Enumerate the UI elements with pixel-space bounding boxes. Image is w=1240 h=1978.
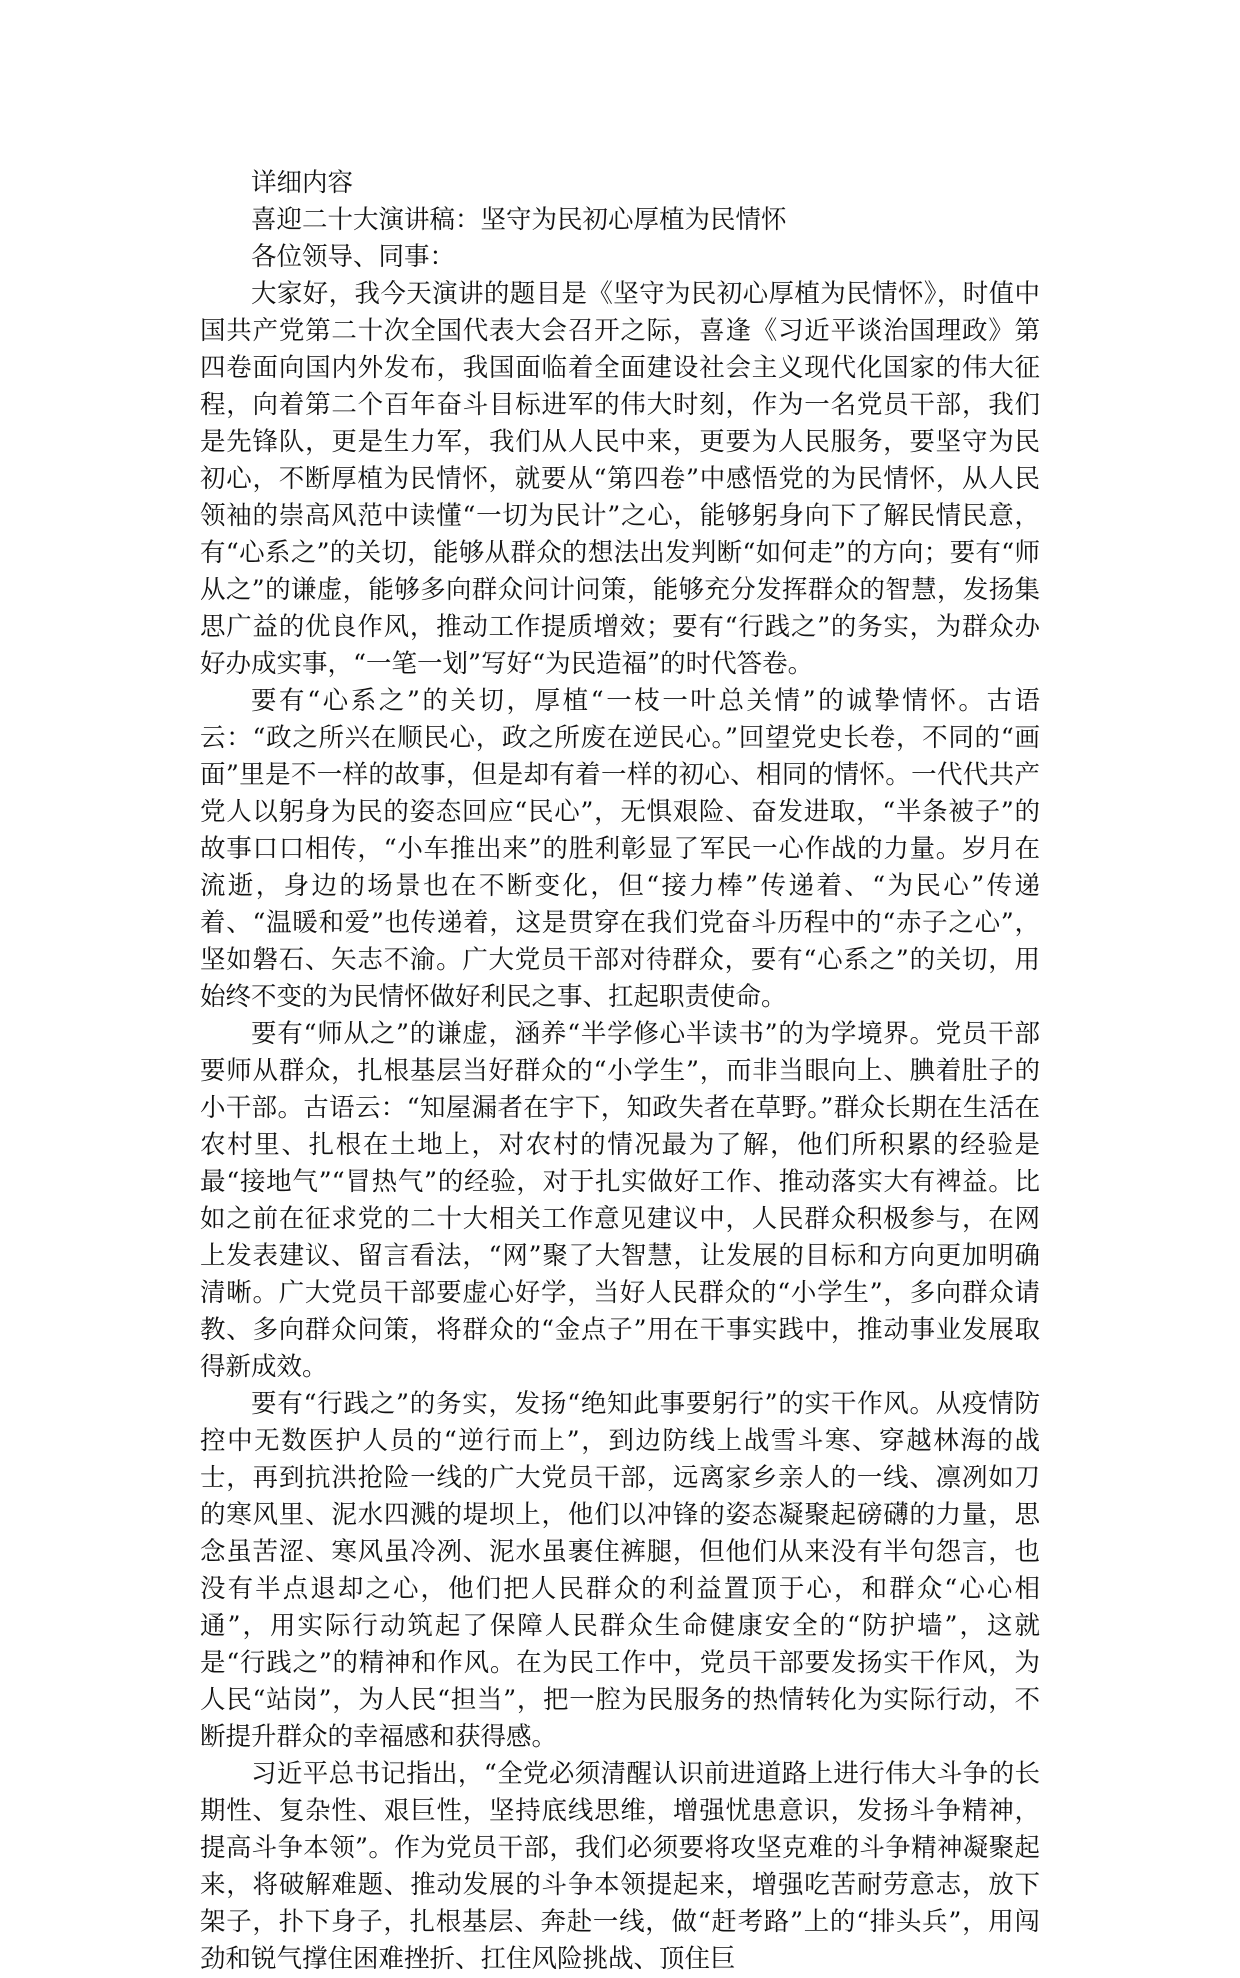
document-title: 喜迎二十大演讲稿：坚守为民初心厚植为民情怀	[251, 205, 787, 235]
body-paragraph-2: 要有“心系之”的关切，厚植“一枝一叶总关情”的诚挚情怀。古语云：“政之所兴在顺民心，政之所废在逆民心。”回望党史长卷，不同的“画面”里是不一样的故事，但是却有着一样的初心、相同的情怀。一代代共产党人以躬身为民的姿态回应“民心”，无惧艰险、奋发进取，“半条被子”的故事口口相传，“小车推出来”的胜利彰显了军民一心作战的力量。岁月在流逝，身边的场景也在不断变化，但“接力棒”传递着、“为民心”传递着、“温暖和爱”也传递着，这是贯穿在我们党奋斗历程中的“赤子之心”，坚如磐石、矢志不渝。广大党员干部对待群众，要有“心系之”的关切，用始终不变的为民情怀做好利民之事、扛起职责使命。	[200, 686, 1040, 1012]
body-paragraph-3: 要有“师从之”的谦虚，涵养“半学修心半读书”的为学境界。党员干部要师从群众，扎根基层当好群众的“小学生”，而非当眼向上、腆着肚子的小干部。古语云：“知屋漏者在宇下，知政失者在草野。”群众长期在生活在农村里、扎根在土地上，对农村的情况最为了解，他们所积累的经验是最“接地气”“冒热气”的经验，对于扎实做好工作、推动落实大有裨益。比如之前在征求党的二十大相关工作意见建议中，人民群众积极参与，在网上发表建议、留言看法，“网”聚了大智慧，让发展的目标和方向更加明确清晰。广大党员干部要虚心好学，当好人民群众的“小学生”，多向群众请教、多向群众问策，将群众的“金点子”用在干事实践中，推动事业发展取得新成效。	[200, 1019, 1040, 1382]
salutation: 各位领导、同事：	[251, 242, 456, 272]
section-label: 详细内容	[251, 168, 354, 198]
document-page	[200, 165, 1040, 1978]
body-paragraph-1: 大家好，我今天演讲的题目是《坚守为民初心厚植为民情怀》，时值中国共产党第二十次全国代表大会召开之际，喜逢《习近平谈治国理政》第四卷面向国内外发布，我国面临着全面建设社会主义现代化国家的伟大征程，向着第二个百年奋斗目标进军的伟大时刻，作为一名党员干部，我们是先锋队，更是生力军，我们从人民中来，更要为人民服务，要坚守为民初心，不断厚植为民情怀，就要从“第四卷”中感悟党的为民情怀，从人民领袖的崇高风范中读懂“一切为民计”之心，能够躬身向下了解民情民意，有“心系之”的关切，能够从群众的想法出发判断“如何走”的方向；要有“师从之”的谦虚，能够多向群众问计问策，能够充分发挥群众的智慧，发扬集思广益的优良作风，推动工作提质增效；要有“行践之”的务实，为群众办好办成实事，“一笔一划”写好“为民造福”的时代答卷。	[200, 279, 1040, 679]
body-paragraph-5: 习近平总书记指出，“全党必须清醒认识前进道路上进行伟大斗争的长期性、复杂性、艰巨性，坚持底线思维，增强忧患意识，发扬斗争精神，提高斗争本领”。作为党员干部，我们必须要将攻坚克难的斗争精神凝聚起来，将破解难题、推动发展的斗争本领提起来，增强吃苦耐劳意志，放下架子，扑下身子，扎根基层、奔赴一线，做“赶考路”上的“排头兵”，用闯劲和锐气撑住困难挫折、扛住风险挑战、顶住巨	[200, 1759, 1040, 1974]
body-paragraph-4: 要有“行践之”的务实，发扬“绝知此事要躬行”的实干作风。从疫情防控中无数医护人员的“逆行而上”，到边防线上战雪斗寒、穿越林海的战士，再到抗洪抢险一线的广大党员干部，远离家乡亲人的一线、凛冽如刀的寒风里、泥水四溅的堤坝上，他们以冲锋的姿态凝聚起磅礴的力量，思念虽苦涩、寒风虽冷冽、泥水虽裹住裤腿，但他们从来没有半句怨言，也没有半点退却之心，他们把人民群众的利益置顶于心，和群众“心心相通”，用实际行动筑起了保障人民群众生命健康安全的“防护墙”，这就是“行践之”的精神和作风。在为民工作中，党员干部要发扬实干作风，为人民“站岗”，为人民“担当”，把一腔为民服务的热情转化为实际行动，不断提升群众的幸福感和获得感。	[200, 1389, 1040, 1752]
